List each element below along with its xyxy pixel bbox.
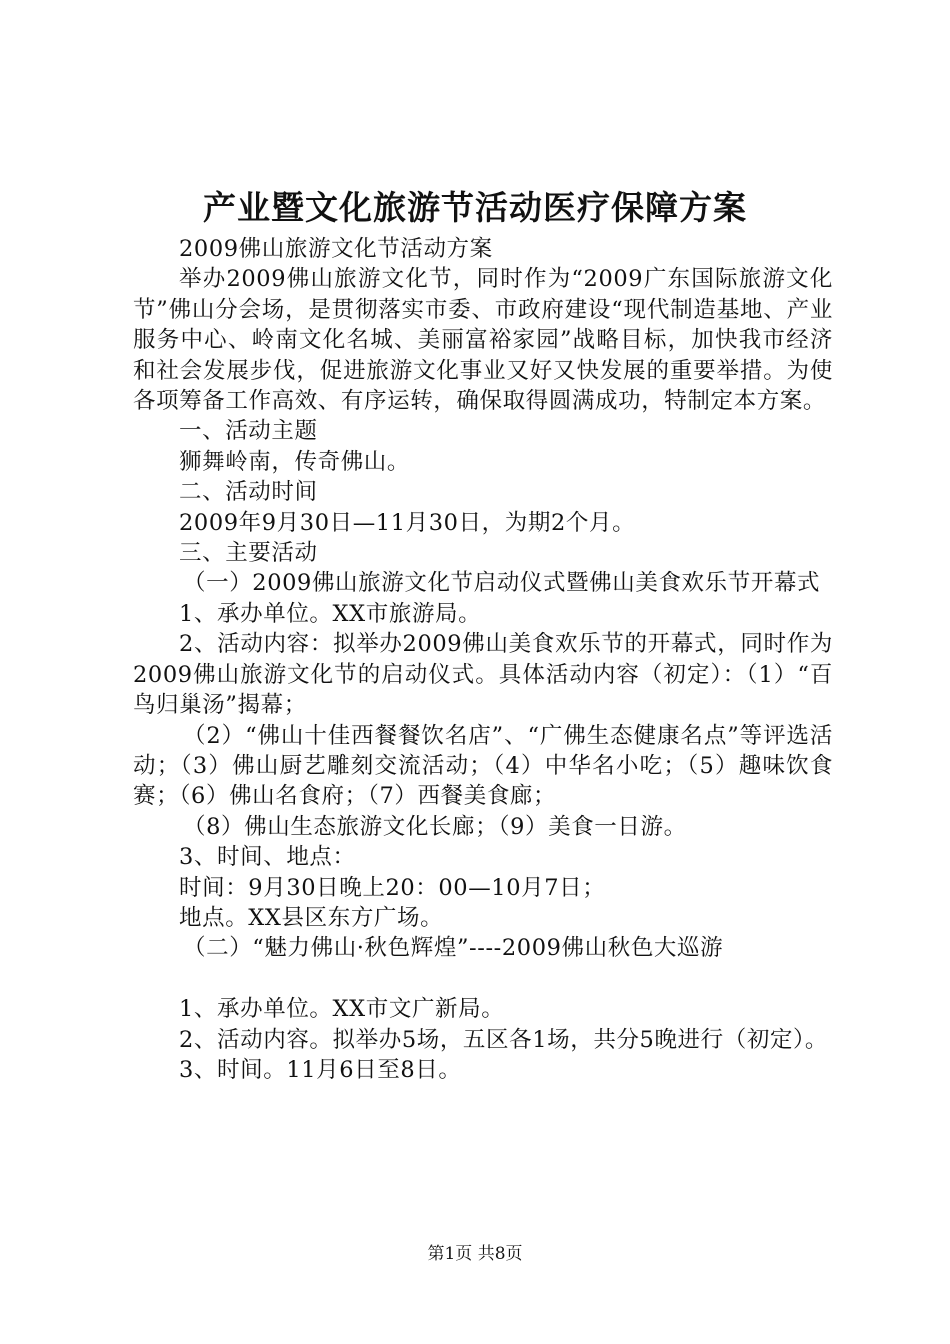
intro-paragraph: 举办2009佛山旅游文化节，同时作为“2009广东国际旅游文化节”佛山分会场，是贯彻落实市委、市政府建设“现代制造基地、产业服务中心、岭南文化名城、美丽富裕家园”战略目标，加快我市经济和社会发展步伐，促进旅游文化事业又好又快发展的重要举措。为使各项筹备工作高效、有序运转，确保取得圆满成功，特制定本方案。 <box>133 266 833 415</box>
time-line: 时间：9月30日晚上20：00—10月7日； <box>179 874 606 901</box>
content-item-2: 2、活动内容。拟举办5场，五区各1场，共分5晚进行（初定）。 <box>179 1026 829 1053</box>
place-line: 地点。XX县区东方广场。 <box>179 904 444 931</box>
section-heading-time: 二、活动时间 <box>179 479 318 506</box>
time-text: 2009年9月30日—11月30日，为期2个月。 <box>179 509 636 536</box>
blank-line <box>133 964 833 994</box>
page-number: 第1页 共8页 <box>427 1244 523 1264</box>
subsection-heading-1: （一）2009佛山旅游文化节启动仪式暨佛山美食欢乐节开幕式 <box>183 570 821 597</box>
organizer-item-1: 1、承办单位。XX市旅游局。 <box>179 600 482 627</box>
plan-heading: 2009佛山旅游文化节活动方案 <box>179 236 493 262</box>
content-item-1-end: （8）佛山生态旅游文化长廊；（9）美食一日游。 <box>183 813 687 840</box>
section-heading-theme: 一、活动主题 <box>179 418 318 445</box>
section-heading-activities: 三、主要活动 <box>179 540 318 567</box>
document-body <box>133 234 833 1085</box>
time-place-heading: 3、时间、地点： <box>179 844 356 871</box>
organizer-item-2: 1、承办单位。XX市文广新局。 <box>179 996 505 1023</box>
document-title: 产业暨文化旅游节活动医疗保障方案 <box>203 188 747 227</box>
time-item-2: 3、时间。11月6日至8日。 <box>179 1056 462 1083</box>
theme-text: 狮舞岭南，传奇佛山。 <box>179 448 411 475</box>
content-item-1: 2、活动内容：拟举办2009佛山美食欢乐节的开幕式，同时作为2009佛山旅游文化节的启动仪式。具体活动内容（初定）：（1）“百鸟归巢汤”揭幕； <box>133 631 833 719</box>
subsection-heading-2: （二）“魅力佛山·秋色辉煌”----2009佛山秋色大巡游 <box>183 935 724 962</box>
content-item-1-continued: （2）“佛山十佳西餐餐饮名店”、“广佛生态健康名点”等评选活动；（3）佛山厨艺雕刻交流活动；（4）中华名小吃；（5）趣味饮食赛；（6）佛山名食府；（7）西餐美食廊； <box>133 722 833 810</box>
